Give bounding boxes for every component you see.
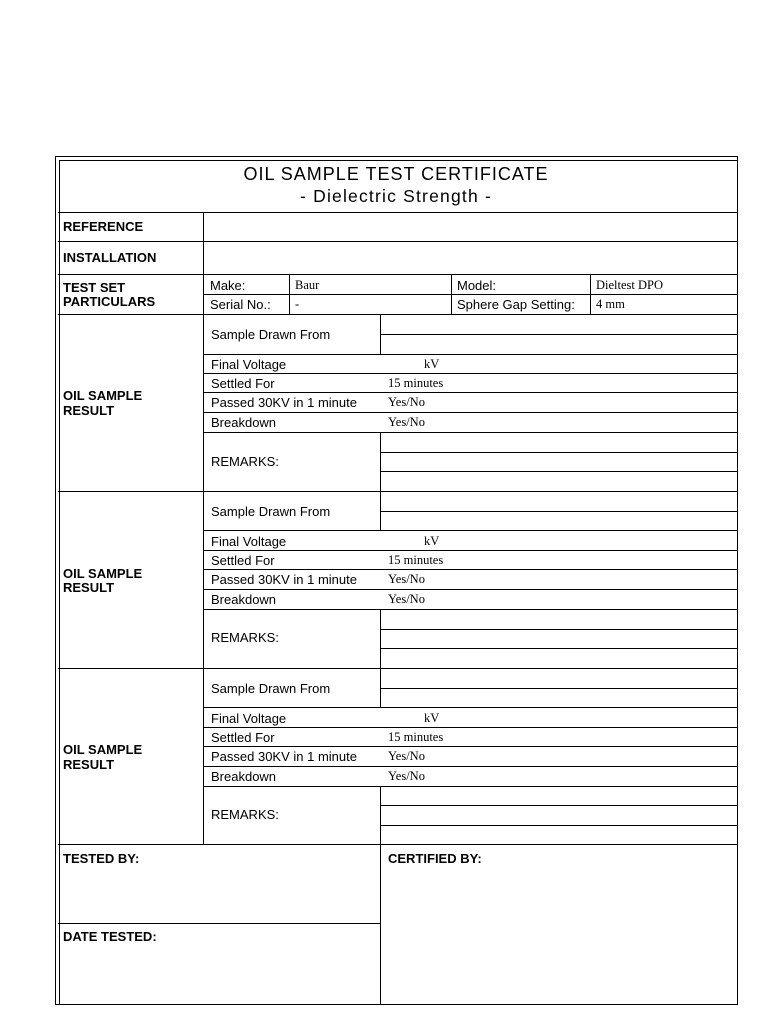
date-tested-label: DATE TESTED:: [63, 929, 157, 944]
oil-sample-label-2: RESULT: [63, 757, 115, 772]
installation-label: INSTALLATION: [63, 250, 157, 265]
oil-sample-label: OIL SAMPLE: [63, 388, 143, 403]
passed-value[interactable]: Yes/No: [388, 749, 425, 763]
col-divider: [380, 433, 381, 491]
breakdown-value[interactable]: Yes/No: [388, 769, 425, 783]
entry-line: [381, 471, 738, 472]
col-divider: [380, 787, 381, 844]
col-divider: [380, 492, 381, 530]
entry-line: [381, 825, 738, 826]
certified-by-label: CERTIFIED BY:: [388, 851, 482, 866]
sample-drawn-from-label: Sample Drawn From: [211, 681, 331, 696]
test-set-label: TEST SET: [63, 280, 126, 295]
passed-label: Passed 30KV in 1 minute: [211, 572, 357, 587]
breakdown-value[interactable]: Yes/No: [388, 415, 425, 429]
final-voltage-unit[interactable]: kV: [424, 711, 440, 725]
settled-for-label: Settled For: [211, 376, 275, 391]
row-divider: [204, 707, 738, 708]
col-divider: [289, 275, 290, 314]
entry-line: [381, 688, 738, 689]
row-divider: [204, 412, 738, 413]
row-divider: [204, 432, 738, 433]
entry-line: [381, 648, 738, 649]
passed-label: Passed 30KV in 1 minute: [211, 749, 357, 764]
footer-divider: [58, 923, 380, 924]
passed-value[interactable]: Yes/No: [388, 572, 425, 586]
breakdown-label: Breakdown: [211, 415, 277, 430]
row-divider: [58, 314, 738, 315]
final-voltage-label: Final Voltage: [211, 534, 287, 549]
settled-for-value[interactable]: 15 minutes: [388, 553, 444, 567]
entry-line: [381, 511, 738, 512]
breakdown-label: Breakdown: [211, 592, 277, 607]
oil-sample-label: OIL SAMPLE: [63, 742, 143, 757]
row-divider: [204, 294, 738, 295]
breakdown-label: Breakdown: [211, 769, 277, 784]
settled-for-label: Settled For: [211, 730, 275, 745]
col-divider: [380, 669, 381, 707]
block-divider: [58, 844, 738, 845]
installation-field[interactable]: [205, 243, 735, 273]
certificate-subtitle: - Dielectric Strength -: [300, 186, 492, 206]
col-divider: [380, 610, 381, 668]
label-column-divider: [203, 213, 204, 844]
settled-for-label: Settled For: [211, 553, 275, 568]
breakdown-value[interactable]: Yes/No: [388, 592, 425, 606]
block-divider: [58, 491, 738, 492]
row-divider: [58, 241, 738, 242]
oil-sample-label-2: RESULT: [63, 580, 115, 595]
tested-by-label: TESTED BY:: [63, 851, 140, 866]
col-divider: [451, 275, 452, 314]
final-voltage-label: Final Voltage: [211, 357, 287, 372]
header-divider: [58, 212, 738, 213]
row-divider: [204, 766, 738, 767]
col-divider: [590, 275, 591, 314]
row-divider: [204, 727, 738, 728]
entry-line: [381, 629, 738, 630]
final-voltage-unit[interactable]: kV: [424, 534, 440, 548]
final-voltage-unit[interactable]: kV: [424, 357, 440, 371]
entry-line: [381, 334, 738, 335]
remarks-label: REMARKS:: [211, 454, 279, 469]
oil-sample-label-2: RESULT: [63, 403, 115, 418]
sample-drawn-from-label: Sample Drawn From: [211, 327, 331, 342]
row-divider: [204, 746, 738, 747]
settled-for-value[interactable]: 15 minutes: [388, 376, 444, 390]
footer-col-divider: [380, 845, 381, 1004]
row-divider: [204, 373, 738, 374]
entry-line: [381, 452, 738, 453]
make-value[interactable]: Baur: [295, 278, 320, 292]
serial-value[interactable]: -: [295, 297, 300, 311]
remarks-label: REMARKS:: [211, 807, 279, 822]
row-divider: [204, 354, 738, 355]
row-divider: [204, 609, 738, 610]
oil-sample-label: OIL SAMPLE: [63, 566, 143, 581]
model-value[interactable]: Dieltest DPO: [596, 278, 664, 292]
final-voltage-label: Final Voltage: [211, 711, 287, 726]
block-divider: [58, 668, 738, 669]
remarks-label: REMARKS:: [211, 630, 279, 645]
sphere-gap-value[interactable]: 4 mm: [596, 297, 625, 311]
make-label: Make:: [210, 278, 246, 293]
passed-label: Passed 30KV in 1 minute: [211, 395, 357, 410]
model-label: Model:: [457, 278, 497, 293]
serial-label: Serial No.:: [210, 297, 271, 312]
sphere-gap-label: Sphere Gap Setting:: [457, 297, 575, 312]
passed-value[interactable]: Yes/No: [388, 395, 425, 409]
row-divider: [204, 786, 738, 787]
certificate-title: OIL SAMPLE TEST CERTIFICATE: [243, 164, 549, 184]
row-divider: [204, 392, 738, 393]
col-divider: [380, 315, 381, 354]
settled-for-value[interactable]: 15 minutes: [388, 730, 444, 744]
reference-label: REFERENCE: [63, 219, 144, 234]
row-divider: [204, 550, 738, 551]
test-set-label-2: PARTICULARS: [63, 294, 156, 309]
row-divider: [58, 274, 738, 275]
sample-drawn-from-label: Sample Drawn From: [211, 504, 331, 519]
reference-field[interactable]: [205, 214, 735, 240]
row-divider: [204, 530, 738, 531]
row-divider: [204, 589, 738, 590]
row-divider: [204, 569, 738, 570]
entry-line: [381, 805, 738, 806]
